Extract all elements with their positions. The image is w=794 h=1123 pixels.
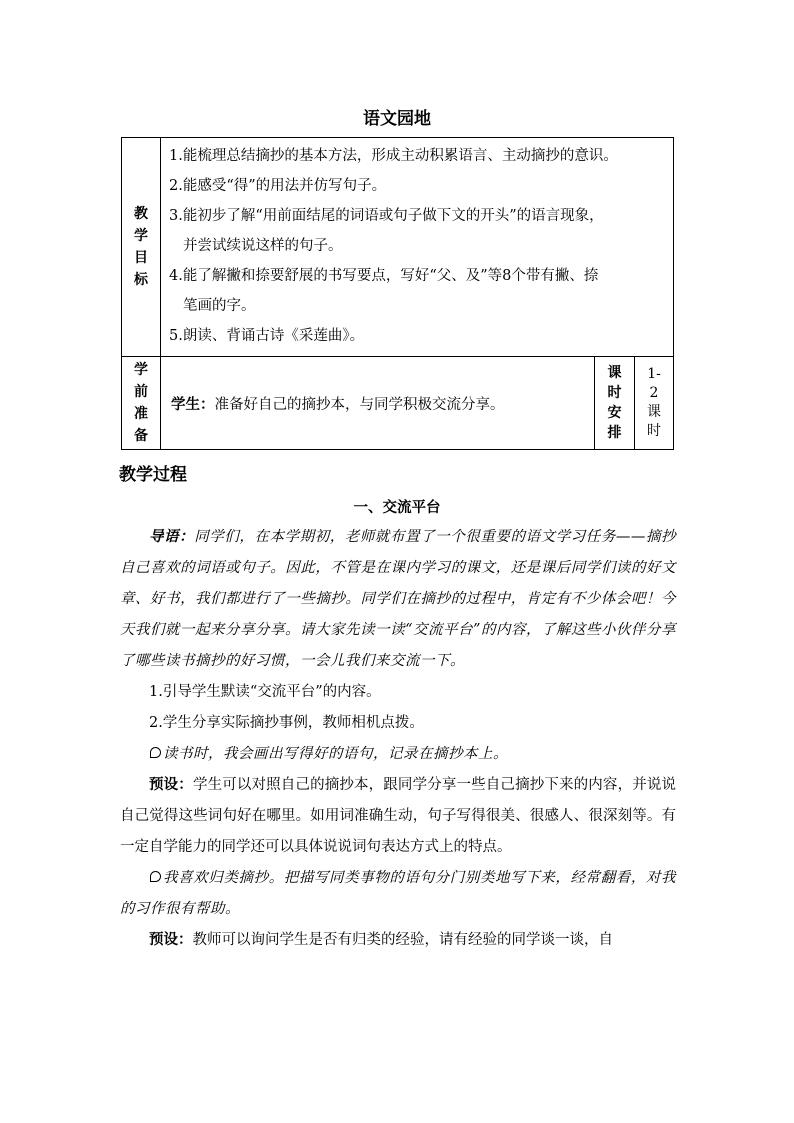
quote-bubble-icon	[149, 746, 161, 760]
section-heading: 教学过程	[119, 465, 187, 485]
preset-text: 教师可以询问学生是否有归类的经验，请有经验的同学谈一谈，自	[192, 932, 613, 948]
quote-paragraph	[120, 863, 676, 925]
goal-item	[169, 322, 667, 352]
sub-heading: 一、交流平台	[353, 500, 441, 516]
goals-label-char: 教	[134, 206, 148, 222]
goal-item	[169, 262, 667, 322]
preset-lead: 预设：	[149, 932, 193, 948]
quote-text: 我喜欢归类摘抄。把描写同类事物的语句分门别类地写下来，经常翻看，对我的习作很有帮助。	[120, 870, 676, 917]
step-item: 1.引导学生默读“交流平台”的内容。	[149, 684, 381, 700]
preset-lead: 预设：	[149, 777, 193, 793]
goals-label-char: 学	[134, 228, 148, 244]
goals-row	[122, 138, 674, 357]
intro-lead: 导语：	[149, 529, 195, 545]
goal-text: 4.能了解撇和捺要舒展的书写要点，写好“父、及”等8个带有撇、捺	[169, 268, 599, 284]
hours-char: 1-	[647, 366, 661, 382]
goals-list	[161, 138, 674, 357]
hours-char: 时	[647, 423, 661, 439]
goal-text-continued: 笔画的字。	[183, 298, 256, 314]
schedule-label-char: 课	[607, 365, 622, 381]
goals-label	[122, 138, 161, 357]
goal-text: 3.能初步了解“用前面结尾的词语或句子做下文的开头”的语言现象，	[169, 208, 604, 224]
quote-paragraph	[120, 739, 676, 770]
prep-label-char: 前	[134, 384, 148, 400]
goal-text: 1.能梳理总结摘抄的基本方法，形成主动积累语言、主动摘抄的意识。	[169, 148, 618, 164]
prep-label-char: 准	[134, 406, 148, 422]
goal-text: 2.能感受“得”的用法并仿写句子。	[169, 178, 387, 194]
prep-row	[122, 357, 674, 450]
hours-char: 2	[649, 385, 659, 401]
schedule-label-char: 排	[607, 425, 622, 441]
schedule-hours	[635, 357, 674, 450]
prep-text: 准备好自己的摘抄本，与同学积极交流分享。	[214, 396, 505, 413]
prep-label-char: 备	[134, 428, 148, 444]
goals-label-char: 标	[134, 272, 148, 288]
intro-paragraph	[120, 522, 676, 677]
goal-item	[169, 202, 667, 262]
preset-paragraph	[120, 770, 676, 863]
hours-char: 课	[647, 404, 661, 420]
page-title: 语文园地	[363, 109, 431, 129]
quote-bubble-icon	[149, 870, 161, 884]
goal-item	[169, 142, 667, 172]
schedule-label-char: 时	[607, 385, 622, 401]
step-item: 2.学生分享实际摘抄事例，教师相机点拨。	[149, 715, 424, 731]
preset-text: 学生可以对照自己的摘抄本，跟同学分享一些自己摘抄下来的内容，并说说自己觉得这些词句好在哪里。如用词准确生动，句子写得很美、很感人、很深刻等。有一定自学能力的同学还可以具体说说词句表达方式上的特点。	[120, 777, 677, 855]
quote-text: 读书时，我会画出写得好的语句，记录在摘抄本上。	[163, 746, 508, 762]
schedule-label	[595, 357, 635, 450]
prep-label-char: 学	[134, 362, 148, 378]
prep-lead: 学生：	[171, 396, 215, 413]
goal-text: 5.朗读、背诵古诗《采莲曲》。	[169, 328, 365, 344]
prep-content	[161, 357, 595, 450]
prep-label	[122, 357, 161, 450]
lesson-plan-table	[121, 137, 674, 450]
preset-paragraph	[120, 925, 676, 956]
schedule-label-char: 安	[607, 405, 622, 421]
goals-label-char: 目	[134, 250, 148, 266]
process-body	[120, 522, 676, 956]
intro-text: 同学们，在本学期初，老师就布置了一个很重要的语文学习任务——摘抄自己喜欢的词语或句子。因此，不管是在课内学习的课文，还是课后同学们读的好文章、好书，我们都进行了一些摘抄。同学们在摘抄的过程中，肯定有不少体会吧！今天我们就一起来分享分享。请大家先读一读“交流平台”的内容，了解这些小伙伴分享了哪些读书摘抄的好习惯，一会儿我们来交流一下。	[120, 529, 677, 669]
goal-item	[169, 172, 667, 202]
goal-text-continued: 并尝试续说这样的句子。	[183, 238, 343, 254]
